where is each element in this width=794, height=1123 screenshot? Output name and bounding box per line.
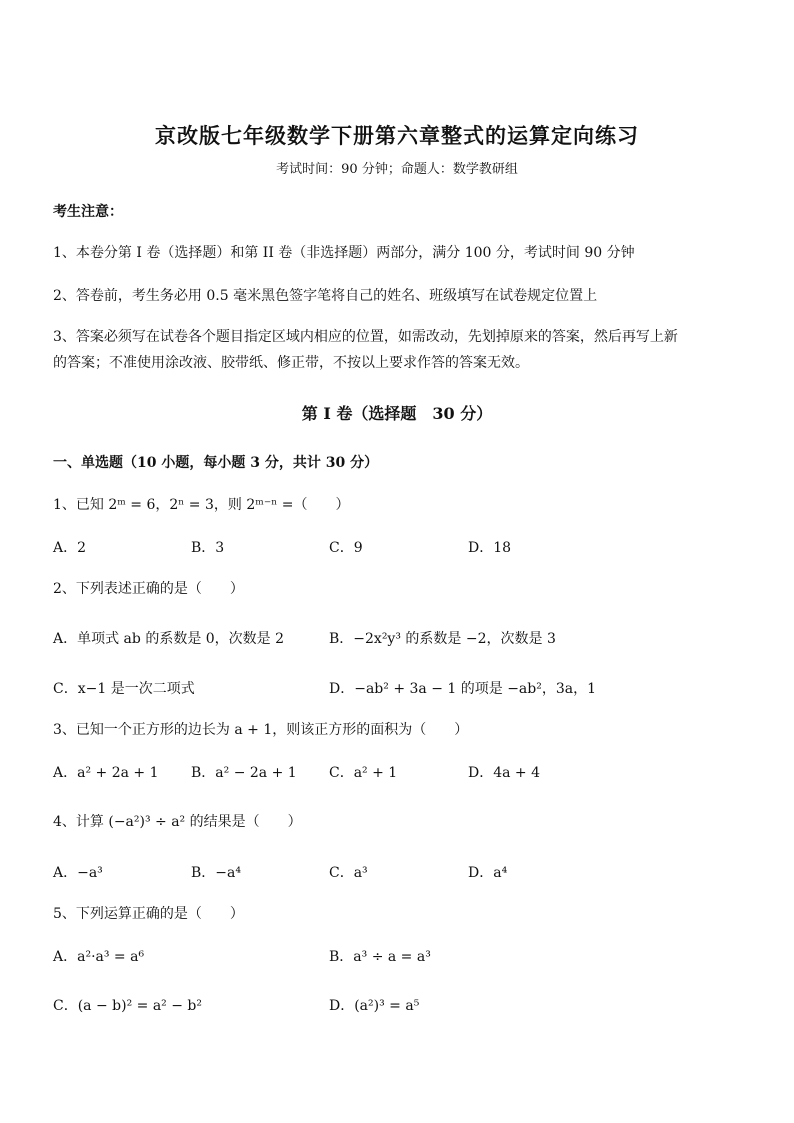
question-5-stem: 5、下列运算正确的是（ ） [53, 906, 244, 922]
question-5-option-d: D．(a²)³ = a⁵ [329, 998, 420, 1014]
exam-title: 京改版七年级数学下册第六章整式的运算定向练习 [155, 123, 639, 148]
question-2-option-a: A．单项式 ab 的系数是 0，次数是 2 [53, 631, 285, 647]
question-1-stem: 1、已知 2ᵐ = 6，2ⁿ = 3，则 2ᵐ⁻ⁿ =（ ） [53, 497, 350, 513]
question-1-option-d: D．18 [468, 540, 512, 556]
question-4-option-b: B．−a⁴ [191, 865, 241, 881]
question-4-stem: 4、计算 (−a²)³ ÷ a² 的结果是（ ） [53, 814, 302, 830]
question-3-option-c: C．a² + 1 [329, 765, 398, 781]
question-5-option-b: B．a³ ÷ a = a³ [329, 949, 431, 965]
question-3-option-a: A．a² + 2a + 1 [53, 765, 159, 781]
notice-item-3-cont: 的答案；不准使用涂改液、胶带纸、修正带，不按以上要求作答的答案无效。 [53, 355, 529, 371]
question-2-option-d: D．−ab² + 3a − 1 的项是 −ab²，3a，1 [329, 681, 597, 697]
notice-item-3: 3、答案必须写在试卷各个题目指定区域内相应的位置，如需改动，先划掉原来的答案，然后再写上新 [53, 329, 678, 345]
question-1-option-b: B．3 [191, 540, 225, 556]
part1-title: 第 I 卷（选择题 30 分） [301, 404, 493, 423]
question-4-option-a: A．−a³ [53, 865, 103, 881]
question-5-option-a: A．a²·a³ = a⁶ [53, 949, 145, 965]
question-1-option-a: A．2 [53, 540, 87, 556]
notice-heading: 考生注意： [53, 204, 123, 220]
question-3-option-b: B．a² − 2a + 1 [191, 765, 297, 781]
question-1-option-c: C．9 [329, 540, 363, 556]
question-2-option-c: C．x−1 是一次二项式 [53, 681, 195, 697]
notice-item-2: 2、答卷前，考生务必用 0.5 毫米黑色签字笔将自己的姓名、班级填写在试卷规定位置上 [53, 288, 598, 304]
notice-item-1: 1、本卷分第 I 卷（选择题）和第 II 卷（非选择题）两部分，满分 100 分，考试时间 90 分钟 [53, 245, 635, 261]
question-4-option-d: D．a⁴ [468, 865, 508, 881]
exam-subtitle: 考试时间：90 分钟；命题人：数学教研组 [276, 162, 518, 177]
question-5-option-c: C．(a − b)² = a² − b² [53, 998, 202, 1014]
section-heading: 一、单选题（10 小题，每小题 3 分，共计 30 分） [53, 455, 379, 471]
question-3-stem: 3、已知一个正方形的边长为 a + 1，则该正方形的面积为（ ） [53, 722, 469, 738]
question-4-option-c: C．a³ [329, 865, 368, 881]
question-2-option-b: B．−2x²y³ 的系数是 −2，次数是 3 [329, 631, 556, 647]
question-2-stem: 2、下列表述正确的是（ ） [53, 581, 244, 597]
question-3-option-d: D．4a + 4 [468, 765, 541, 781]
